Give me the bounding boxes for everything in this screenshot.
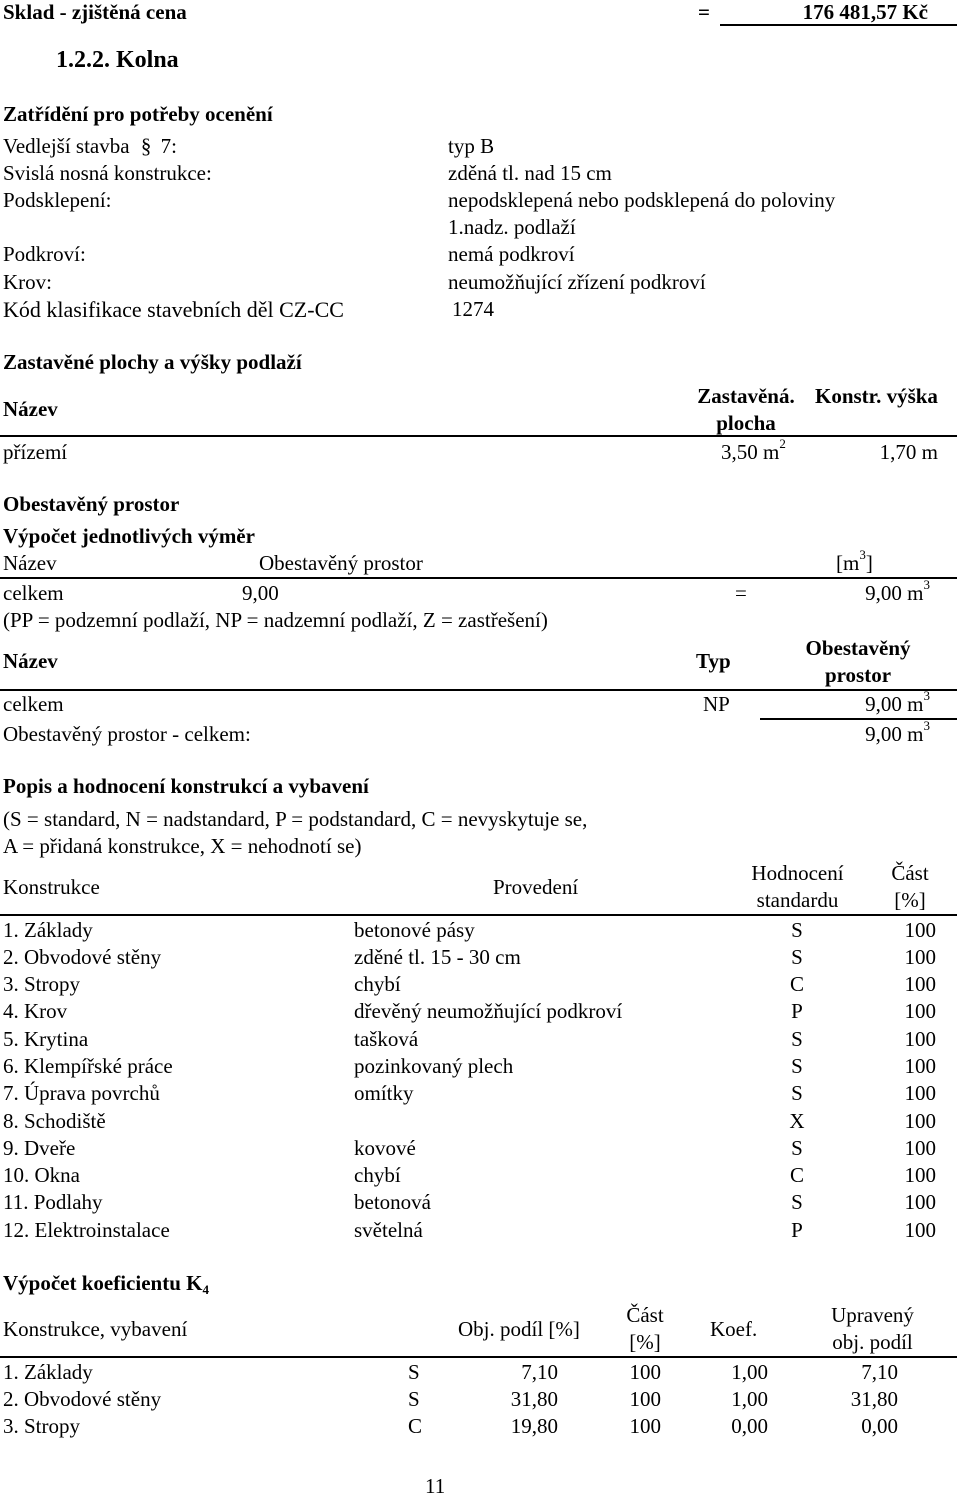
floors-col-area: Zastavěná. plocha: [697, 384, 795, 436]
construction-name: 1. Základy: [3, 918, 93, 942]
coefficient-header-rule: [0, 1356, 957, 1358]
table-row: [0, 1082, 960, 1108]
classification-value-building: typ B: [448, 134, 495, 158]
construction-exec: tašková: [354, 1027, 419, 1051]
volume-row-eq: =: [735, 581, 747, 605]
classification-label-structure: Svislá nosná konstrukce:: [3, 161, 212, 185]
construction-part: 100: [904, 1190, 936, 1214]
volume-note: (PP = podzemní podlaží, NP = nadzemní podlaží, Z = zastřešení): [3, 608, 548, 632]
volume-t2-col-type: Typ: [696, 649, 731, 673]
construction-rating: S: [791, 1054, 803, 1078]
construction-name: 4. Krov: [3, 999, 68, 1023]
section-sign-icon: §: [140, 134, 152, 158]
volume-t2-col-name: Název: [3, 649, 58, 673]
construction-exec: dřevěný neumožňující podkroví: [354, 999, 623, 1023]
construction-exec: chybí: [354, 1163, 401, 1187]
construction-rating: P: [791, 999, 803, 1023]
construction-part: 100: [904, 1054, 936, 1078]
coef-adjusted: 0,00: [861, 1414, 898, 1438]
construction-rating: S: [791, 1027, 803, 1051]
amount-underline: [720, 24, 957, 26]
coefficient-col-part: Část [%]: [626, 1303, 664, 1355]
constructions-heading: Popis a hodnocení konstrukcí a vybavení: [3, 774, 369, 798]
construction-exec: pozinkovaný plech: [354, 1054, 514, 1078]
coefficient-col-name: Konstrukce, vybavení: [3, 1317, 188, 1341]
construction-rating: C: [789, 972, 804, 996]
floor-row-name: přízemí: [3, 440, 68, 464]
construction-part: 100: [904, 1163, 936, 1187]
volume-row-formula: 9,00: [242, 581, 279, 605]
table-row: [0, 1028, 960, 1054]
classification-label-building: Vedlejší stavba § 7:: [3, 134, 177, 158]
constructions-col-part: Část [%]: [891, 861, 929, 913]
classification-value-attic: nemá podkroví: [448, 242, 575, 266]
volume-t2-row-value: 9,00 $m^3$: [865, 688, 930, 716]
floors-heading: Zastavěné plochy a výšky podlaží: [3, 350, 302, 374]
constructions-col-name: Konstrukce: [3, 875, 100, 899]
construction-name: 3. Stropy: [3, 972, 81, 996]
construction-part: 100: [904, 945, 936, 969]
construction-rating: S: [791, 1081, 803, 1105]
volume-header-rule: [0, 577, 957, 579]
classification-value-basement-2: 1.nadz. podlaží: [448, 215, 576, 239]
table-row: [0, 919, 960, 945]
construction-exec: betonové pásy: [354, 918, 475, 942]
construction-name: 12. Elektroinstalace: [3, 1218, 170, 1242]
coef-adjusted: 31,80: [850, 1387, 898, 1411]
volume-heading: Obestavěný prostor: [3, 492, 180, 516]
constructions-col-exec: Provedení: [493, 875, 579, 899]
construction-rating: S: [791, 1190, 803, 1214]
coefficient-col-adjusted: Upravený obj. podíl: [831, 1303, 914, 1355]
construction-name: 8. Schodiště: [3, 1109, 106, 1133]
coef-part: 100: [629, 1360, 661, 1384]
construction-name: 6. Klempířské práce: [3, 1054, 173, 1078]
floors-col-height: Konstr. výška: [815, 384, 938, 408]
total-amount: 176 481,57 Kč: [802, 0, 928, 24]
construction-part: 100: [904, 1109, 936, 1133]
table-row: [0, 1415, 960, 1441]
section-title: 1.2.2. Kolna: [56, 47, 179, 73]
coef-value: 1,00: [731, 1387, 768, 1411]
volume-t2-row-name: celkem: [3, 692, 64, 716]
volume-col-name: Název: [3, 551, 57, 575]
classification-value-basement: nepodsklepená nebo podsklepená do poloviny: [448, 188, 836, 212]
floor-row-area: 3,50 $m^2$: [721, 436, 786, 464]
construction-name: 5. Krytina: [3, 1027, 89, 1051]
classification-heading: Zatřídění pro potřeby ocenění: [3, 102, 273, 126]
table-row: [0, 1055, 960, 1081]
construction-part: 100: [904, 1218, 936, 1242]
coef-part: 100: [629, 1414, 661, 1438]
construction-name: 2. Obvodové stěny: [3, 945, 162, 969]
table-row: [0, 1388, 960, 1414]
table-row: [0, 1219, 960, 1245]
construction-rating: X: [789, 1109, 805, 1133]
coef-name: 1. Základy: [3, 1360, 93, 1384]
construction-rating: P: [791, 1218, 803, 1242]
coef-share: 19,80: [510, 1414, 558, 1438]
classification-value-structure: zděná tl. nad 15 cm: [448, 161, 612, 185]
table-row: [0, 946, 960, 972]
construction-part: 100: [904, 999, 936, 1023]
construction-rating: S: [791, 945, 803, 969]
classification-label-roof: Krov:: [3, 270, 52, 294]
volume-t2-header-rule: [0, 689, 957, 691]
coef-rating: C: [408, 1414, 423, 1438]
classification-value-roof: neumožňující zřízení podkroví: [448, 270, 706, 294]
table-row: [0, 1191, 960, 1217]
constructions-legend-2: A = přidaná konstrukce, X = nehodnotí se): [3, 834, 362, 858]
coef-share: 7,10: [521, 1360, 558, 1384]
floors-header-rule: [0, 435, 957, 437]
table-row: [0, 1137, 960, 1163]
construction-name: 7. Úprava povrchů: [3, 1081, 160, 1105]
constructions-col-rating: Hodnocení standardu: [751, 861, 844, 913]
construction-rating: S: [791, 1136, 803, 1160]
coef-rating: S: [408, 1360, 420, 1384]
classification-value-code: 1274: [452, 297, 494, 321]
volume-row-value: 9,00 $m^3$: [865, 577, 930, 605]
volume-total-label: Obestavěný prostor - celkem:: [3, 722, 251, 746]
volume-row-name: celkem: [3, 581, 64, 605]
coef-adjusted: 7,10: [861, 1360, 898, 1384]
volume-t2-row-type: NP: [703, 692, 730, 716]
construction-exec: chybí: [354, 972, 401, 996]
volume-col-unit: $[m^3]$: [836, 547, 873, 575]
construction-part: 100: [904, 1081, 936, 1105]
equals-sign: =: [698, 0, 710, 24]
coef-rating: S: [408, 1387, 420, 1411]
classification-label-code: Kód klasifikace stavebních děl CZ-CC: [3, 297, 344, 322]
volume-t2-col-volume: Obestavěný prostor: [805, 636, 911, 688]
construction-exec: světelná: [354, 1218, 423, 1242]
volume-total-value: 9,00 $m^3$: [865, 718, 930, 746]
coefficient-col-coef: Koef.: [710, 1317, 758, 1341]
table-row: [0, 973, 960, 999]
construction-exec: betonová: [354, 1190, 431, 1214]
coef-value: 1,00: [731, 1360, 768, 1384]
coef-share: 31,80: [510, 1387, 558, 1411]
document-title: Sklad - zjištěná cena: [3, 0, 187, 24]
construction-name: 9. Dveře: [3, 1136, 76, 1160]
construction-exec: zděné tl. 15 - 30 cm: [354, 945, 521, 969]
table-row: [0, 1110, 960, 1136]
construction-name: 11. Podlahy: [3, 1190, 103, 1214]
volume-subheading: Výpočet jednotlivých výměr: [3, 524, 255, 548]
page-number: 11: [425, 1474, 446, 1498]
floors-col-name: Název: [3, 397, 58, 421]
classification-label-attic: Podkroví:: [3, 242, 86, 266]
construction-exec: omítky: [354, 1081, 414, 1105]
construction-name: 10. Okna: [3, 1163, 80, 1187]
construction-part: 100: [904, 972, 936, 996]
coef-name: 3. Stropy: [3, 1414, 81, 1438]
construction-exec: kovové: [354, 1136, 416, 1160]
floor-row-height: 1,70 m: [879, 440, 938, 464]
constructions-legend-1: (S = standard, N = nadstandard, P = podstandard, C = nevyskytuje se,: [3, 807, 588, 831]
construction-part: 100: [904, 1136, 936, 1160]
table-row: [0, 1164, 960, 1190]
volume-col-volume: Obestavěný prostor: [259, 551, 423, 575]
construction-rating: C: [789, 1163, 804, 1187]
construction-part: 100: [904, 1027, 936, 1051]
coefficient-col-share: Obj. podíl [%]: [458, 1317, 580, 1341]
table-row: [0, 1000, 960, 1026]
coef-part: 100: [629, 1387, 661, 1411]
constructions-header-rule: [0, 914, 957, 916]
coef-value: 0,00: [731, 1414, 768, 1438]
classification-label-basement: Podsklepení:: [3, 188, 112, 212]
construction-rating: S: [791, 918, 803, 942]
coefficient-heading: Výpočet koeficientu $K_4$: [3, 1271, 209, 1297]
table-row: [0, 1361, 960, 1387]
construction-part: 100: [904, 918, 936, 942]
coef-name: 2. Obvodové stěny: [3, 1387, 162, 1411]
